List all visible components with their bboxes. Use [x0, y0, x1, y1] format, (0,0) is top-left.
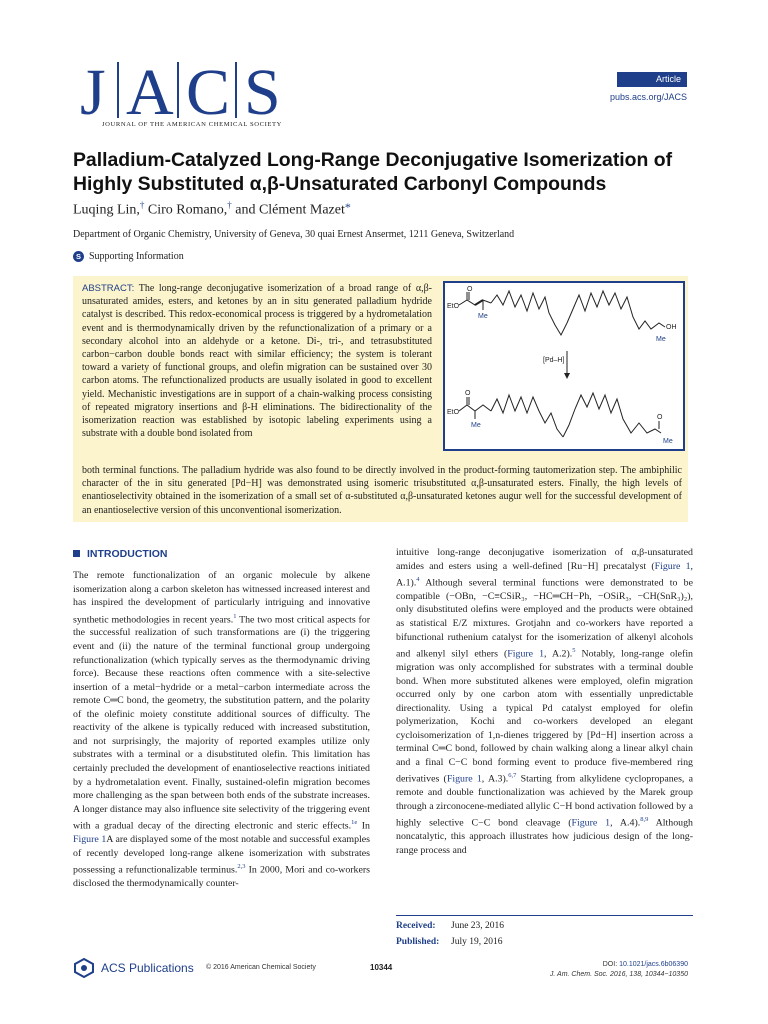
body-text: In 2000, Mori and co-workers disclosed the thermodynamically counter- — [73, 864, 370, 889]
body-text: , A.3). — [481, 773, 509, 785]
published-date: July 19, 2016 — [451, 937, 503, 947]
doi-link[interactable]: 10.1021/jacs.6b06390 — [619, 961, 688, 968]
corresponding-author-mark[interactable]: * — [344, 200, 351, 214]
reaction-scheme — [445, 283, 683, 449]
toc-catalyst: [Pd–H] — [543, 357, 565, 364]
svg-text:A: A — [126, 56, 177, 126]
toc-oxygen: O — [657, 414, 663, 421]
page-number: 10344 — [370, 963, 393, 972]
body-text: Although several terminal functions were demonstrated to be compatible (−OBn, −C≡CSiR₃, −HC═CH−Ph, −OSiR₃, −CH(SnR₃)₂), only disubstituted olefins were employed and the products were obtained as statistical E/Z mixtures. Grotjahn and co-workers have reported a bifunctional ruthenium catalyst for the isomerization of alkenyl alcohols and alkenyl silyl ethers ( — [396, 577, 693, 660]
abstract-label: ABSTRACT: — [82, 283, 135, 294]
bottom-chain — [459, 405, 491, 411]
toc-graphic — [443, 281, 685, 451]
author-list — [73, 200, 713, 219]
reference-citation[interactable]: 1e — [351, 819, 358, 827]
body-text: In — [357, 820, 370, 832]
reference-citation[interactable]: 4 — [416, 576, 420, 584]
body-column-right — [396, 546, 693, 857]
author-mark: † — [227, 200, 232, 210]
body-text: Although noncatalytic, this approach illustrates how judicious design of the long-range process and — [396, 817, 693, 856]
toc-oxygen: O — [467, 286, 473, 293]
figure-link[interactable]: Figure 1 — [446, 773, 482, 785]
toc-label-eto: EtO — [447, 303, 460, 310]
section-square-icon — [73, 550, 80, 557]
received-label: Received: — [396, 921, 436, 931]
author-name[interactable]: Ciro Romano, — [147, 202, 228, 218]
toc-label-eto: EtO — [447, 409, 460, 416]
body-text: A are displayed some of the most notable and successful examples of recently developed long-range alkene isomerization with substrates possessing a refunctionalizable terminus. — [73, 833, 370, 876]
abstract-continued: both terminal functions. The palladium hydride was also found to be directly involved in the product-forming tautomerization step. The ambiphilic character of the in situ generated [Pd−H] was demonstrated using isomeric trisubstituted α,β-unsaturated esters. Finally, the high levels of enantioselectivity obtained in the isomerization of a small set of α-substituted α,β-unsaturated ketones augur well for the successful development of an enantioselective version of this unconventional isomerization. — [82, 465, 682, 516]
svg-text:C: C — [186, 56, 234, 126]
top-chain — [567, 291, 665, 329]
toc-label-oh: OH — [666, 324, 677, 331]
journal-url-link[interactable]: pubs.acs.org/JACS — [609, 92, 687, 102]
toc-label-me: Me — [663, 438, 673, 445]
bottom-chain — [491, 395, 563, 437]
received-date: June 23, 2016 — [451, 921, 505, 931]
acs-publications-logo[interactable] — [73, 958, 194, 978]
body-text: , A.1). — [396, 560, 693, 589]
toc-oxygen: O — [465, 390, 471, 397]
logo-graphic — [80, 56, 310, 126]
body-column-left — [73, 569, 370, 890]
supporting-info-label[interactable]: Supporting Information — [89, 251, 184, 262]
author-name[interactable]: Luqing Lin, — [73, 202, 140, 218]
toc-label-me: Me — [656, 336, 666, 343]
bottom-chain — [563, 393, 661, 437]
supporting-info-icon: S — [73, 251, 84, 262]
svg-text:S: S — [244, 56, 284, 126]
citation: J. Am. Chem. Soc. 2016, 138, 10344−10350 — [549, 971, 688, 978]
reference-citation[interactable]: 5 — [572, 647, 576, 655]
affiliation: Department of Organic Chemistry, University of Geneva, 30 quai Ernest Ansermet, 1211 Geneva, Switzerland — [73, 229, 515, 240]
article-title: Palladium-Catalyzed Long-Range Deconjugative Isomerization of Highly Substituted α,β-Unsaturated Carbonyl Compounds — [73, 149, 673, 195]
body-text: Notably, long-range olefin migration was only accomplished for substrates with a terminal double bond. When more substituted alkenes were employed, olefin migration occurred only by one carbon atom with essentially unpredictable directionality. Using a typical Pd catalyst employed for olefin polymerization, Kochi and co-workers developed an elegant cycloisomerization of 1,n-dienes triggered by [Pd−H] insertion across a terminal C═C bond, followed by chain walking along a linear alkyl chain and a final C−C bond forming event to produce five-membered ring derivatives ( — [396, 648, 693, 785]
body-text: The two most critical aspects for the successful realization of such transformations are (i) the triggering event and (ii) the nature of the terminal functional group undergoing refunctionalization (which typically serves as the thermodynamic driving force). Because these reactions often commence with a site-selective insertion of a metal−hydride or a metal−carbon intermediate across the remote C═C bond, the geometry, the substitution pattern, and the polarity of the olefinic moiety constitute additional sources of difficulty. The reactivity of the alkene is typically reduced with increased substitution, and not surprisingly, the majority of reported examples utilize only substrates with a terminal or a disubstituted olefin. This limitation has certainly precluded the development of enantioselective reactions initiated by a hydrometalation event. Finally, sustained-olefin migration becomes more challenging as the span between both ends of the substrate increases. A longer distance may also influence site selectivity of the triggering event with a gradual decay of the directing electronic and steric effects. — [73, 613, 370, 832]
svg-text:J: J — [80, 56, 109, 126]
supporting-information-link[interactable] — [73, 251, 184, 262]
published-label: Published: — [396, 937, 440, 947]
reference-citation[interactable]: 8,9 — [640, 816, 649, 824]
abstract-body: The long-range deconjugative isomerization of a broad range of α,β-unsaturated amides, esters, and ketones by an in situ generated palladium hydride catalyst is described. This redox-economical process is triggered by a hydrometalation event and is thermodynamically driven by the refunctionalization of a primary or a secondary alcohol into an aldehyde or a ketone. Di-, tri-, and tetrasubstituted carbon−carbon double bonds react with similar efficiency; the system is tolerant toward a variety of functional groups, and olefin migration can be sustained over 30 carbon atoms. The refunctionalized products are usually isolated in good to excellent yield. Mechanistic investigations are in support of a chain-walking process consisting of repeated migratory insertions and β-H eliminations. The bidirectionality of the isomerization reaction was established by isotopic labeling experiments using a substrate with a double bond isolated from — [82, 283, 432, 440]
reference-citation[interactable]: 6,7 — [508, 772, 517, 780]
figure-link[interactable]: Figure 1 — [507, 648, 545, 660]
arrow-head-icon — [564, 373, 570, 379]
publication-dates — [396, 918, 693, 950]
section-heading-introduction — [73, 548, 168, 560]
figure-link[interactable]: Figure 1 — [73, 833, 107, 845]
reference-citation[interactable]: 2,3 — [237, 863, 246, 871]
section-heading-text: INTRODUCTION — [87, 548, 168, 560]
toc-label-me: Me — [478, 313, 488, 320]
abstract-text — [82, 282, 432, 440]
logo-subtitle: JOURNAL OF THE AMERICAN CHEMICAL SOCIETY — [102, 121, 282, 128]
author-name[interactable]: and Clément Mazet — [235, 202, 345, 218]
dates-divider — [396, 915, 693, 916]
body-text: The remote functionalization of an organic molecule by alkene isomerization along a carbon skeleton has witnessed increased interest and has inspired the development of particularly intriguing and innovative synthetic methodologies in recent years. — [73, 570, 370, 625]
body-text: , A.4). — [610, 817, 641, 829]
reference-citation[interactable]: 1 — [233, 612, 237, 620]
publisher-name: ACS Publications — [101, 961, 194, 975]
author-mark: † — [139, 200, 145, 210]
body-text: Starting from alkylidene cyclopropanes, a remote and double functionalization was achieved by the Marek group through a zirconocene-mediated allylic C−H bond activation followed by a highly selective C−C bond cleavage ( — [396, 773, 693, 829]
doi-block — [520, 960, 688, 980]
toc-label-me: Me — [471, 422, 481, 429]
article-type-badge: Article — [617, 72, 687, 87]
body-text: , A.2). — [544, 648, 573, 660]
acs-hexagon-icon — [73, 958, 95, 978]
body-text: intuitive long-range deconjugative isomerization of α,β-unsaturated amides and esters using a well-defined [Ru−H] precatalyst ( — [396, 547, 693, 572]
figure-link[interactable]: Figure 1 — [571, 817, 611, 829]
doi-label: DOI: — [602, 961, 618, 968]
copyright: © 2016 American Chemical Society — [206, 964, 316, 971]
figure-link[interactable]: Figure 1 — [654, 560, 691, 572]
top-chain — [491, 291, 567, 335]
